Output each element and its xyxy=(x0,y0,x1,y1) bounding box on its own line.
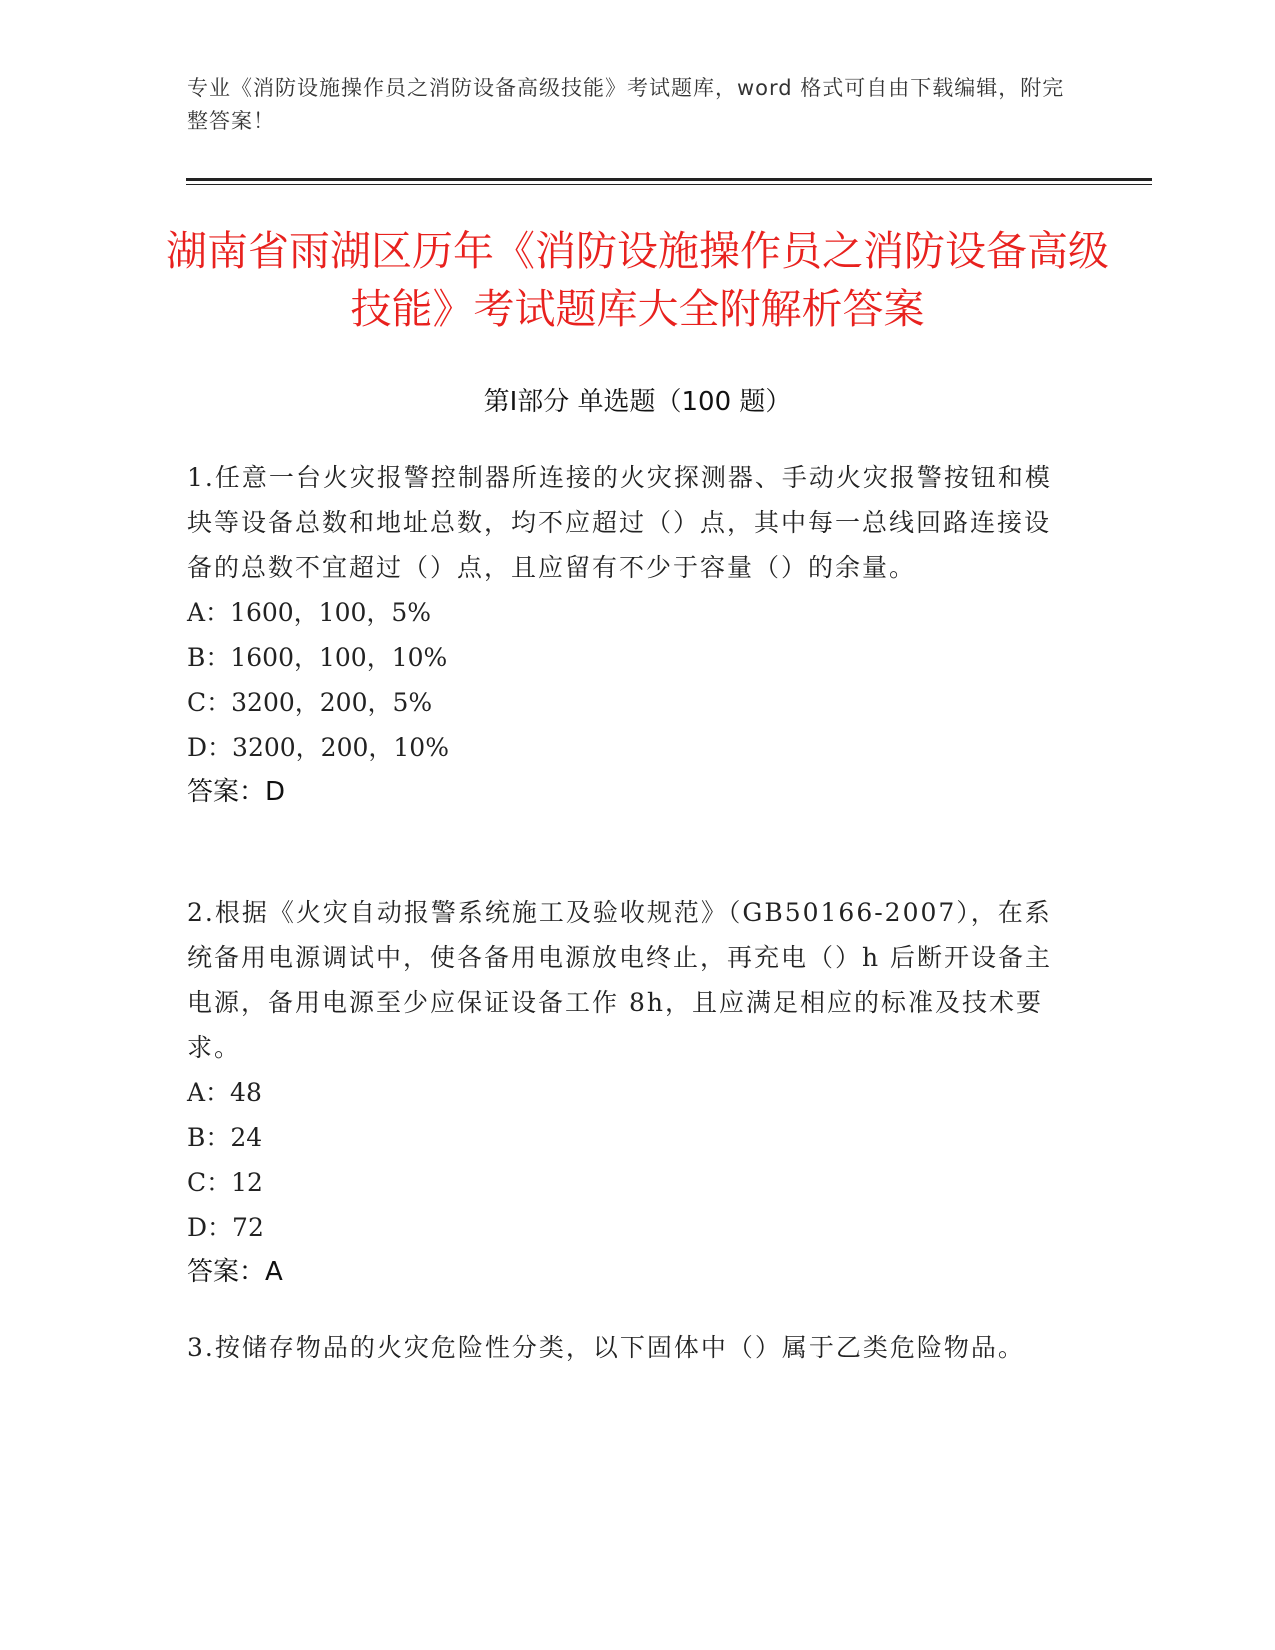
document-title: 湖南省雨湖区历年《消防设施操作员之消防设备高级技能》考试题库大全附解析答案 xyxy=(166,227,1109,333)
option-c: C：12 xyxy=(187,1168,263,1197)
header-note: 专业《消防设施操作员之消防设备高级技能》考试题库，word 格式可自由下载编辑，附完整答案！ xyxy=(187,76,1065,133)
question-stem: 1.任意一台火灾报警控制器所连接的火灾探测器、手动火灾报警按钮和模块等设备总数和地址总数，均不应超过（）点，其中每一总线回路连接设备的总数不宜超过（）点，且应留有不少于容量（）的余量。 xyxy=(187,463,1052,582)
question-stem: 2.根据《火灾自动报警系统施工及验收规范》（GB50166-2007），在系统备用电源调试中，使各备用电源放电终止，再充电（）h 后断开设备主电源，备用电源至少应保证设备工作 8h，且应满足相应的标准及技术要求。 xyxy=(187,898,1053,1062)
question-3 xyxy=(187,1325,1067,1370)
section-heading: 第Ⅰ部分 单选题（100 题） xyxy=(483,387,792,417)
option-a: A：1600，100，5% xyxy=(187,598,432,627)
option-b: B：24 xyxy=(187,1123,263,1152)
option-b: B：1600，100，10% xyxy=(187,643,448,672)
question-2 xyxy=(187,890,1067,1295)
question-1 xyxy=(187,455,1067,815)
option-c: C：3200，200，5% xyxy=(187,688,433,717)
answer-label: 答案：D xyxy=(187,777,286,807)
header-divider-thick xyxy=(186,178,1152,181)
question-stem: 3.按储存物品的火灾危险性分类，以下固体中（）属于乙类危险物品。 xyxy=(187,1333,1025,1362)
option-d: D：72 xyxy=(187,1213,264,1242)
header-divider-thin xyxy=(186,184,1152,185)
option-a: A：48 xyxy=(187,1078,262,1107)
answer-label: 答案：A xyxy=(187,1257,283,1287)
option-d: D：3200，200，10% xyxy=(187,733,449,762)
